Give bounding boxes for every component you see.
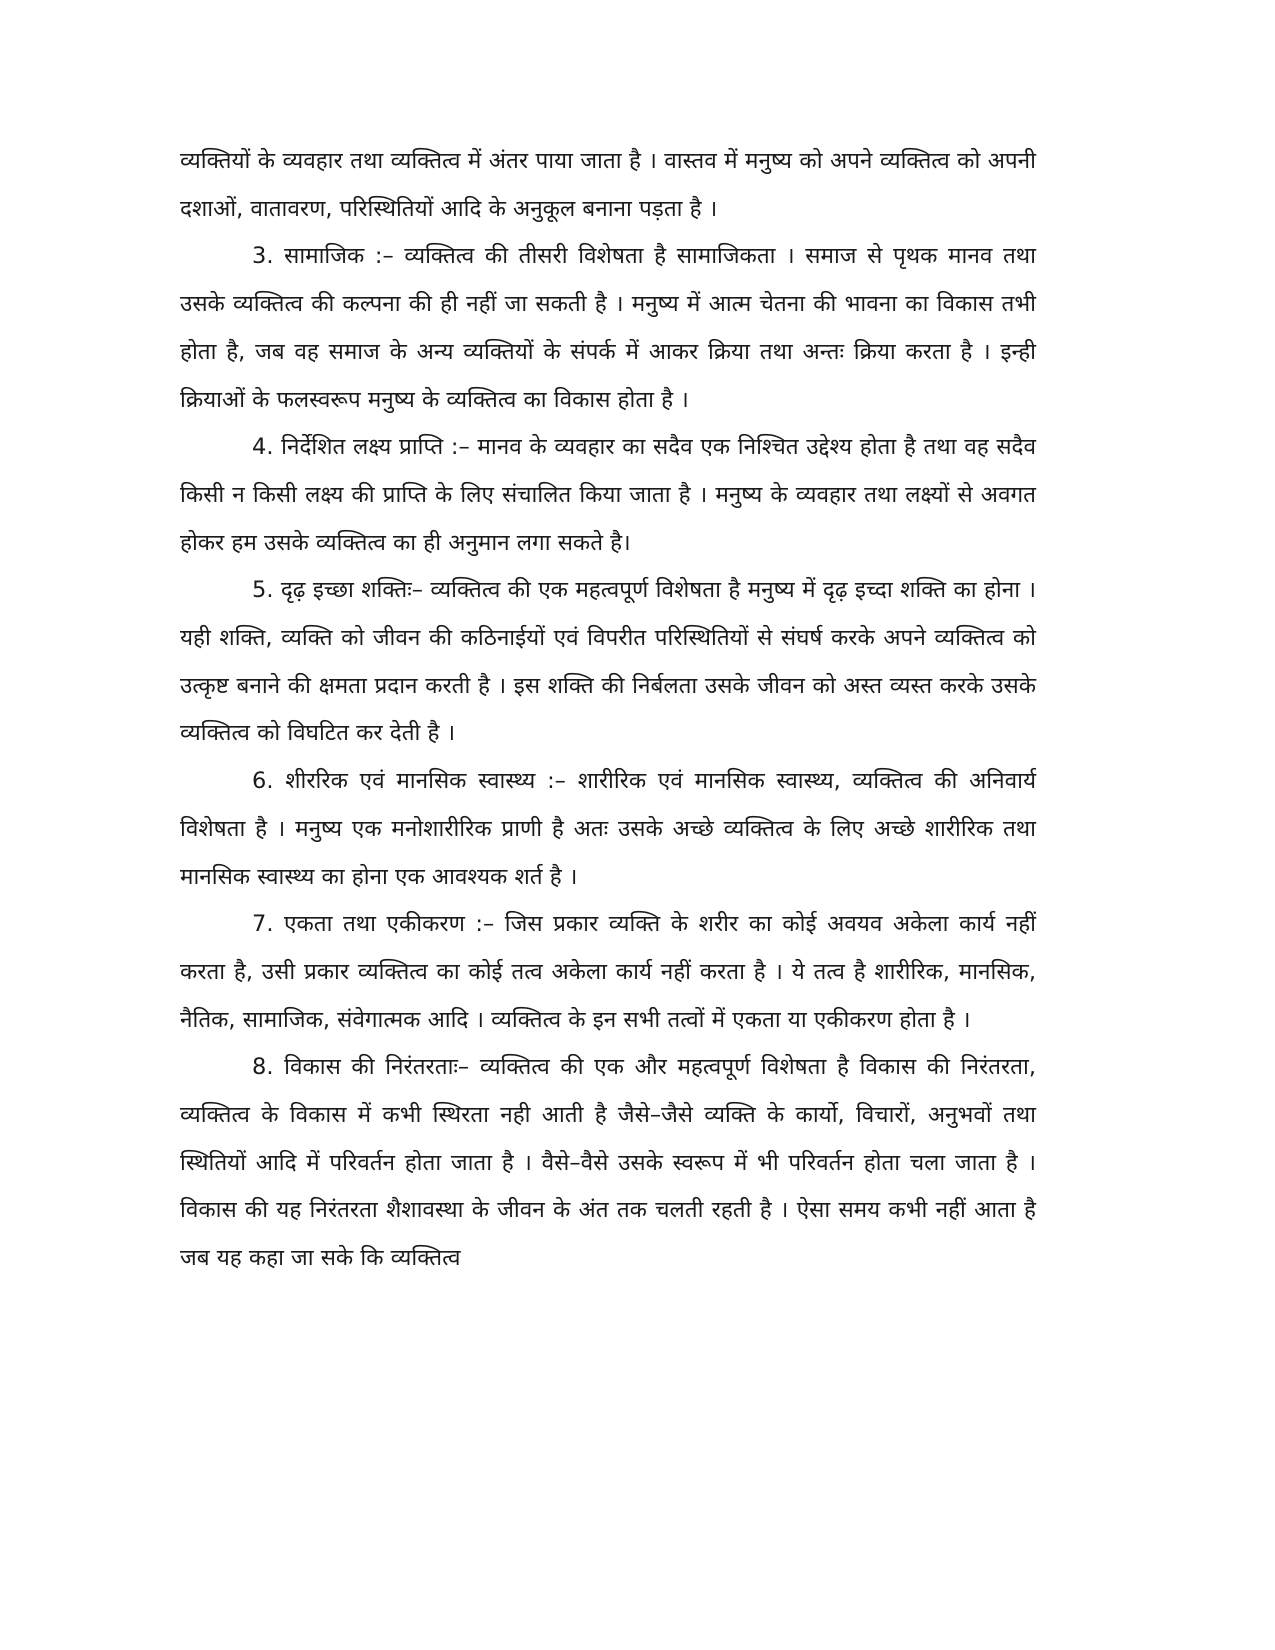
paragraph-point-6-health: 6. शीररिक एवं मानसिक स्वास्थ्य :– शारीरिक एवं मानसिक स्वास्थ्य, व्यक्तित्व की अनिवार्य विशेषता है । मनुष्य एक मनोशारीरिक प्राणी है अतः उसके अच्छे व्यक्तित्व के लिए अच्छे शारीरिक तथा मानसिक स्वास्थ्य का होना एक आवश्यक शर्त है । [180, 768, 1036, 890]
paragraph-point-3-social: 3. सामाजिक :– व्यक्तित्व की तीसरी विशेषता है सामाजिकता । समाज से पृथक मानव तथा उसके व्यक्तित्व की कल्पना की ही नहीं जा सकती है । मनुष्य में आत्म चेतना की भावना का विकास तभी होता है, जब वह समाज के अन्य व्यक्तियों के संपर्क में आकर क्रिया तथा अन्तः क्रिया करता है । इन्ही क्रियाओं के फलस्वरूप मनुष्य के व्यक्तित्व का विकास होता है । [180, 243, 1036, 413]
paragraph-point-7-unity: 7. एकता तथा एकीकरण :– जिस प्रकार व्यक्ति के शरीर का कोई अवयव अकेला कार्य नहीं करता है, उसी प्रकार व्यक्तित्व का कोई तत्व अकेला कार्य नहीं करता है । ये तत्व है शारीरिक, मानसिक, नैतिक, सामाजिक, संवेगात्मक आदि । व्यक्तित्व के इन सभी तत्वों में एकता या एकीकरण होता है । [180, 911, 1036, 1033]
paragraph-point-4-goal: 4. निर्देशित लक्ष्य प्राप्ति :– मानव के व्यवहार का सदैव एक निश्चित उद्देश्य होता है तथा वह सदैव किसी न किसी लक्ष्य की प्राप्ति के लिए संचालित किया जाता है । मनुष्य के व्यवहार तथा लक्ष्यों से अवगत होकर हम उसके व्यक्तित्व का ही अनुमान लगा सकते है। [180, 434, 1036, 556]
document-page [180, 138, 1036, 1283]
paragraph-continuation: व्यक्तियों के व्यवहार तथा व्यक्तित्व में अंतर पाया जाता है । वास्तव में मनुष्य को अपने व्यक्तित्व को अपनी दशाओं, वातावरण, परिस्थितियों आदि के अनुकूल बनाना पड़ता है । [180, 148, 1036, 222]
paragraph-point-8-continuity: 8. विकास की निरंतरताः– व्यक्तित्व की एक और महत्वपूर्ण विशेषता है विकास की निरंतरता, व्यक्तित्व के विकास में कभी स्थिरता नही आती है जैसे–जैसे व्यक्ति के कार्यो, विचारों, अनुभवों तथा स्थितियों आदि में परिवर्तन होता जाता है । वैसे–वैसे उसके स्वरूप में भी परिवर्तन होता चला जाता है । विकास की यह निरंतरता शैशावस्था के जीवन के अंत तक चलती रहती है । ऐसा समय कभी नहीं आता है जब यह कहा जा सके कि व्यक्तित्व [180, 1054, 1036, 1272]
paragraph-point-5-willpower: 5. दृढ़ इच्छा शक्तिः– व्यक्तित्व की एक महत्वपूर्ण विशेषता है मनुष्य में दृढ़ इच्दा शक्ति का होना । यही शक्ति, व्यक्ति को जीवन की कठिनाईयों एवं विपरीत परिस्थितियों से संघर्ष करके अपने व्यक्तित्व को उत्कृष्ट बनाने की क्षमता प्रदान करती है । इस शक्ति की निर्बलता उसके जीवन को अस्त व्यस्त करके उसके व्यक्तित्व को विघटित कर देती है । [180, 577, 1036, 747]
